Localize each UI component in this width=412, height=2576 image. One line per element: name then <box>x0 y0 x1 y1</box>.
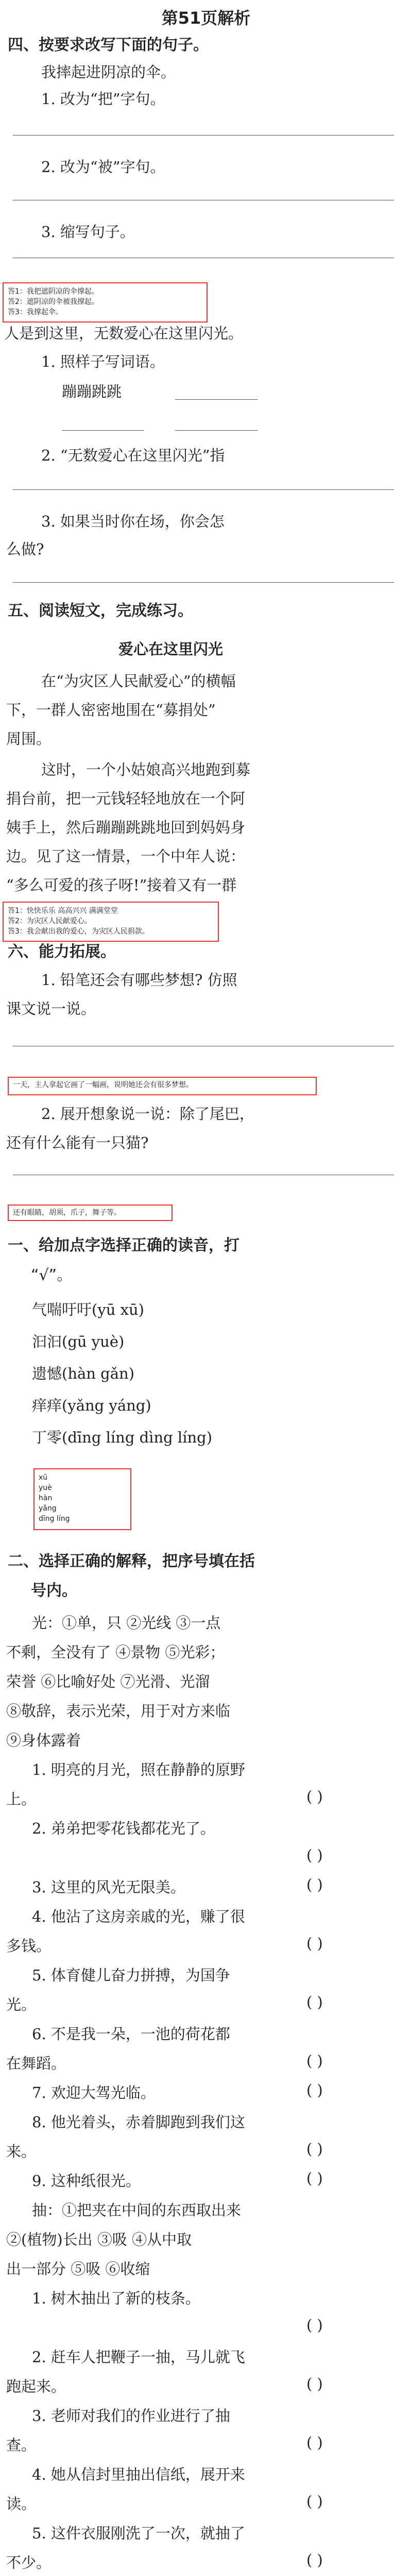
pinyin-item: 汩汩(gū yuè) <box>32 1333 125 1350</box>
section5-heading: 五、阅读短文，完成练习。 <box>8 602 193 620</box>
definition-line: 出一部分 ⑤吸 ⑥收缩 <box>6 2260 150 2278</box>
question-text: 不少。 <box>6 2554 52 2571</box>
definition-line: 不剩，全没有了 ④景物 ⑤光彩； <box>6 1643 225 1661</box>
answer-paren: ( ) <box>306 2551 323 2569</box>
question-text: 5. 这件衣服刚洗了一次，就抽了 <box>32 2524 245 2542</box>
answer-paren: ( ) <box>306 1876 323 1893</box>
answer-paren: ( ) <box>306 2316 323 2334</box>
definition-heading: 二、选择正确的解释，把序号填在括 <box>8 1552 255 1570</box>
answer-paren: ( ) <box>306 1788 323 1805</box>
answer-paren: ( ) <box>306 2375 323 2393</box>
section4b-word: 蹦蹦跳跳 <box>62 383 122 400</box>
question-text: 2. 赶车人把鞭子一抽，马儿就飞 <box>32 2348 245 2366</box>
answer-paren: ( ) <box>306 1846 323 1864</box>
section4b-line0: 人是到这里，无数爱心在这里闪光。 <box>4 325 244 342</box>
answer-text: 答2：遮阴凉的伞被我撑起。 <box>8 298 99 306</box>
question-text: 来。 <box>6 2143 37 2160</box>
pinyin-item: 气喘吁吁(yū xū) <box>32 1301 144 1318</box>
question-text: 8. 他光着头，赤着脚跑到我们这 <box>32 2113 245 2131</box>
question-text: 跑起来。 <box>6 2378 66 2395</box>
question-text: 1. 明亮的月光，照在静静的原野 <box>32 1761 245 1778</box>
answer-text: hàn <box>39 1494 53 1502</box>
section6-q1a: 1. 铅笔还会有哪些梦想? 仿照 <box>41 971 237 989</box>
question-text: 6. 不是我一朵，一池的荷花都 <box>32 2025 230 2043</box>
answer-text: xū <box>39 1473 48 1482</box>
section4-q3: 3. 缩写句子。 <box>41 223 135 241</box>
answer-line <box>13 582 394 583</box>
story-text: 这时，一个小姑娘高兴地跑到募 <box>41 761 251 778</box>
story-text: 周围。 <box>6 730 52 748</box>
story-text: 捐台前，把一元钱轻轻地放在一个阿 <box>6 790 246 807</box>
section4-q2: 2. 改为“被”字句。 <box>41 158 165 176</box>
story-text: 下，一群人密密地围在“募捐处” <box>6 701 216 719</box>
definition-line: ⑨身体露着 <box>6 1732 81 1749</box>
answer-paren: ( ) <box>306 1935 323 1952</box>
question-text: 5. 体育健儿奋力拼搏，为国争 <box>32 1967 230 1984</box>
question-text: 光。 <box>6 1996 37 2013</box>
answer-text: 答3：我会献出我的爱心，为灾区人民捐款。 <box>8 927 149 936</box>
story-text: 在“为灾区人民献爱心”的横幅 <box>41 672 236 690</box>
answer-paren: ( ) <box>306 2434 323 2451</box>
answer-text: 答1：快快乐乐 高高兴兴 满满堂堂 <box>8 907 118 915</box>
question-text: 3. 老师对我们的作业进行了抽 <box>32 2407 230 2425</box>
answer-text: 答2：为灾区人民献爱心。 <box>8 917 92 925</box>
answer-paren: ( ) <box>306 2081 323 2099</box>
section6-q2a: 2. 展开想象说一说：除了尾巴， <box>41 1105 254 1123</box>
answer-text: 答3：我撑起伞。 <box>8 308 63 316</box>
story-text: 边。见了这一情景，一个中年人说： <box>6 848 246 865</box>
question-text: 在舞蹈。 <box>6 2055 66 2072</box>
question-text: 3. 这里的风光无限美。 <box>32 1878 185 1896</box>
section4b-q3a: 3. 如果当时你在场，你会怎 <box>41 513 225 530</box>
pinyin-item: 丁零(dīng líng dìng líng) <box>32 1429 213 1446</box>
question-text: 7. 欢迎大驾光临。 <box>32 2084 156 2102</box>
definition-line: 光：①单，只 ②光线 ③一点 <box>32 1614 221 1632</box>
answer-box-s4 <box>3 282 208 323</box>
pinyin-item: 痒痒(yǎng yáng) <box>32 1397 151 1414</box>
page-title: 第51页解析 <box>161 8 251 28</box>
question-text: 4. 她从信封里抽出信纸，展开来 <box>32 2466 245 2483</box>
question-text: 多钱。 <box>6 1937 52 1955</box>
story-text: “多么可爱的孩子呀!”接着又有一群 <box>6 876 237 894</box>
question-text: 读。 <box>6 2495 37 2513</box>
answer-paren: ( ) <box>306 2140 323 2158</box>
section6-q1b: 课文说一说。 <box>6 1000 96 1018</box>
answer-text: yuè <box>39 1484 52 1492</box>
question-text: 1. 树木抽出了新的枝条。 <box>32 2290 200 2307</box>
section4b-q2: 2. “无数爱心在这里闪光”指 <box>41 447 225 464</box>
section4-heading: 四、按要求改写下面的句子。 <box>8 36 209 54</box>
section6-q2b: 还有什么能有一只猫? <box>6 1134 149 1151</box>
story-text: 姨手上，然后蹦蹦跳跳地回到妈妈身 <box>6 819 246 836</box>
question-text: 9. 这种纸很光。 <box>32 2172 141 2190</box>
definition-line: ②(植物)长出 ③吸 ④从中取 <box>6 2231 192 2248</box>
answer-text: yǎng <box>39 1504 57 1513</box>
definition-line: 荣誉 ⑥比喻好处 ⑦光滑、光溜 <box>6 1673 210 1690</box>
answer-box-s6-q2 <box>8 1205 173 1221</box>
section4b-q3b: 么做? <box>6 540 44 558</box>
answer-paren: ( ) <box>306 2170 323 2187</box>
answer-box-s5 <box>3 902 219 942</box>
answer-line <box>62 430 144 431</box>
answer-paren: ( ) <box>306 2052 323 2070</box>
pinyin-heading-tick: “√”。 <box>31 1266 73 1284</box>
answer-paren: ( ) <box>306 2493 323 2510</box>
story-title: 爱心在这里闪光 <box>118 640 224 658</box>
answer-box-s6-q1 <box>8 1077 317 1095</box>
section6-heading: 六、能力拓展。 <box>8 943 116 961</box>
answer-line <box>13 489 394 490</box>
answer-text: 还有眼睛，胡须，爪子，舞子等。 <box>13 1209 121 1217</box>
definition-heading-cont: 号内。 <box>31 1582 77 1600</box>
section4-q1: 1. 改为“把”字句。 <box>41 90 165 108</box>
question-text: 2. 弟弟把零花钱都花光了。 <box>32 1820 215 1837</box>
question-text: 上。 <box>6 1790 37 1808</box>
answer-line <box>175 430 258 431</box>
answer-text: 一天，主人拿起它画了一幅画，说明她还会有很多梦想。 <box>13 1081 193 1089</box>
answer-line <box>175 399 258 400</box>
answer-box-pinyin <box>33 1468 131 1530</box>
question-text: 查。 <box>6 2436 37 2454</box>
pinyin-heading: 一、给加点字选择正确的读音，打 <box>8 1236 239 1255</box>
definition-line: ⑧敬辞，表示光荣，用于对方来临 <box>6 1702 231 1720</box>
section4-sentence: 我摔起进阴凉的伞。 <box>41 63 176 81</box>
question-text: 4. 他沾了这房亲戚的光，赚了很 <box>32 1908 245 1925</box>
definition-line: 抽：①把夹在中间的东西取出来 <box>32 2201 242 2219</box>
pinyin-item: 遗憾(hàn gǎn) <box>32 1365 135 1382</box>
section4b-q1: 1. 照样子写词语。 <box>41 353 165 370</box>
answer-text: 答1：我把遮阴凉的伞撑起。 <box>8 287 99 296</box>
answer-text: dīng líng <box>39 1515 70 1523</box>
answer-paren: ( ) <box>306 1993 323 2011</box>
